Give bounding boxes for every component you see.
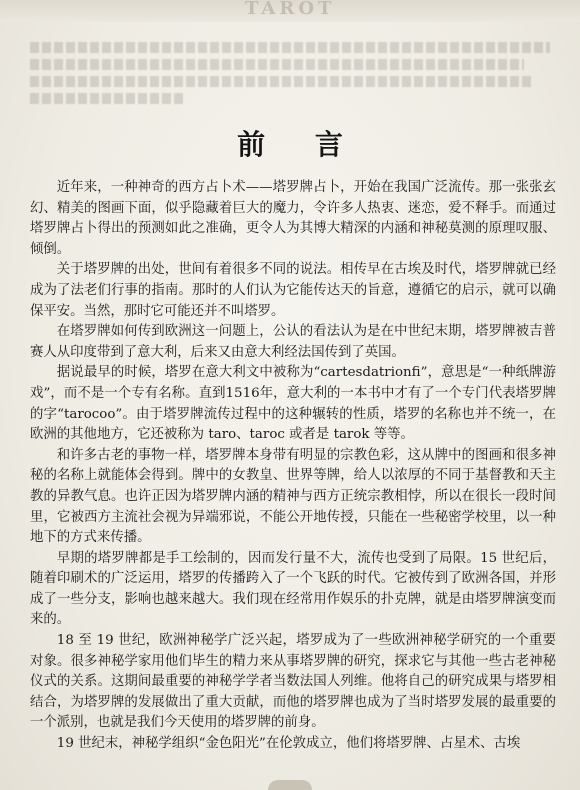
header-band [0,0,580,22]
paragraph: 关于塔罗牌的出处，世间有着很多不同的说法。相传早在古埃及时代，塔罗牌就已经成为了法老们行事的指南。那时的人们认为它能传达天的旨意，遵循它的启示，就可以确保平安。当然，那时它可能还并不叫塔罗。 [30,262,556,319]
paragraph: 在塔罗牌如何传到欧洲这一问题上，公认的看法认为是在中世纪末期，塔罗牌被吉普赛人从印度带到了意大利，后来又由意大利经法国传到了英国。 [30,324,556,360]
tarot-logo: TAROT [245,0,336,19]
page-ornament [268,780,312,790]
bleed-through-text [30,42,550,122]
paragraph: 近年来，一种神奇的西方占卜术——塔罗牌占卜，开始在我国广泛流传。那一张张玄幻、精美的图画下面，似乎隐藏着巨大的魔力，令许多人热衷、迷恋，爱不释手。而通过塔罗牌占卜得出的预测如此之准确，更令人为其博大精深的内涵和神秘莫测的原理叹服、倾倒。 [30,180,556,257]
paragraph: 早期的塔罗牌都是手工绘制的，因而发行量不大，流传也受到了局限。15 世纪后，随着印刷术的广泛运用，塔罗的传播跨入了一个飞跃的时代。它被传到了欧洲各国，并形成了一些分支，影响也越来越大。我们现在经常用作娱乐的扑克牌，就是由塔罗牌演变而来的。 [30,550,556,628]
paragraph: 据说最早的时候，塔罗在意大利文中被称为“cartesdatrionfi”，意思是“一种纸牌游戏”，而不是一个专有名称。直到1516年，意大利的一本书中才有了一个专门代表塔罗牌的字“tarocoo”。由于塔罗牌流传过程中的这种辗转的性质，塔罗的名称也并不统一，在欧洲的其他地方，它还被称为 taro、taroc 或者是 tarok 等等。 [30,365,556,443]
page-title: 前 言 [237,127,363,161]
preface-body [30,178,556,755]
paragraph: 和许多古老的事物一样，塔罗牌本身带有明显的宗教色彩，这从牌中的图画和很多神秘的名称上就能体会得到。牌中的女教皇、世界等牌，给人以浓厚的不同于基督教和天主教的异教气息。也许正因为塔罗牌内涵的精神与西方正统宗教相悖，所以在很长一段时间里，它被西方主流社会视为异端邪说，不能公开地传授，只能在一些秘密学校里，以一种地下的方式来传播。 [30,447,556,546]
paragraph: 19 世纪末，神秘学组织“金色阳光”在伦敦成立，他们将塔罗牌、占星术、古埃 [56,736,521,752]
paragraph: 18 至 19 世纪，欧洲神秘学广泛兴起，塔罗成为了一些欧洲神秘学研究的一个重要对象。很多神秘学家用他们毕生的精力来从事塔罗牌的研究，探求它与其他一些古老神秘仪式的关系。这期间最重要的神秘学学者当数法国人列维。他将自己的研究成果与塔罗相结合，为塔罗牌的发展做出了重大贡献，而他的塔罗牌也成为了当时塔罗发展的最重要的一个派别，也就是我们今天使用的塔罗牌的前身。 [30,633,556,731]
